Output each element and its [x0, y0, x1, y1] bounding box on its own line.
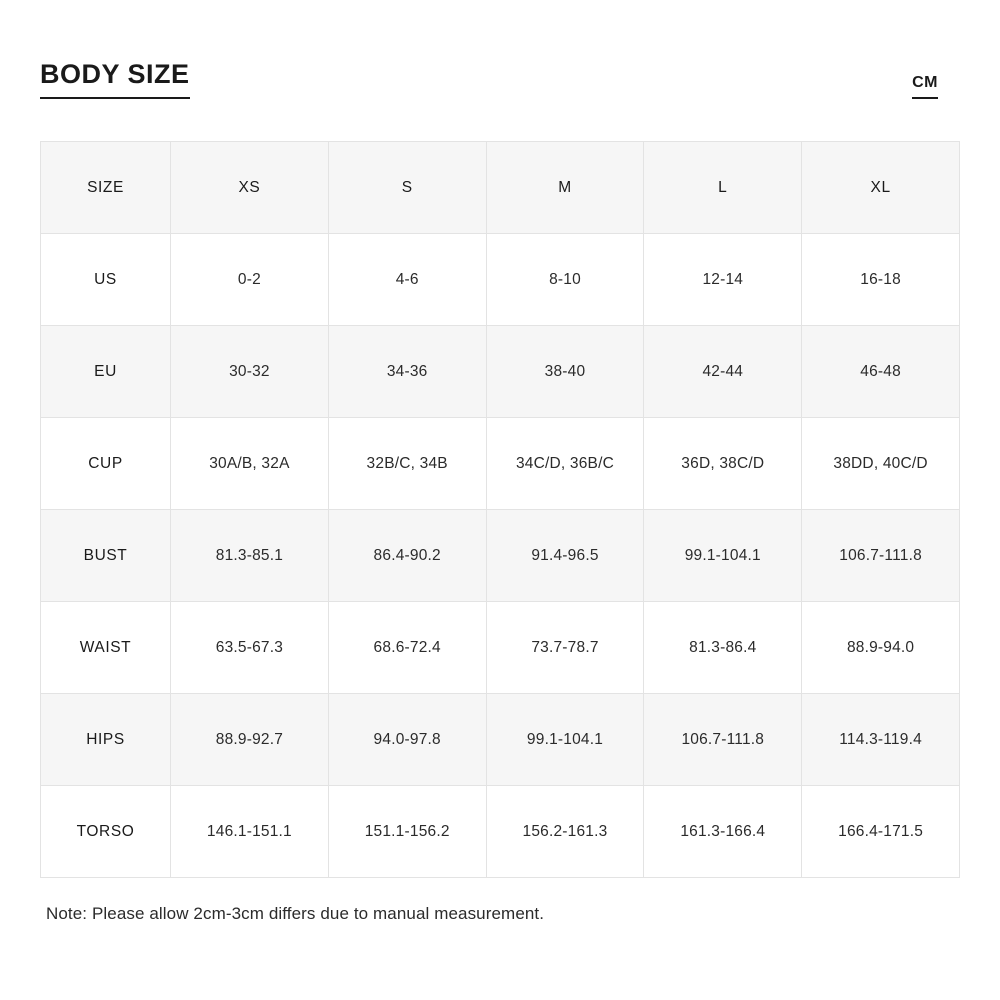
table-row-label: EU: [41, 326, 171, 418]
table-cell: 73.7-78.7: [486, 602, 644, 694]
table-row: [41, 786, 960, 878]
table-cell: 81.3-85.1: [171, 510, 329, 602]
table-cell: 32B/C, 34B: [328, 418, 486, 510]
table-cell: 4-6: [328, 234, 486, 326]
table-cell: 161.3-166.4: [644, 786, 802, 878]
page-title: BODY SIZE: [40, 60, 190, 99]
table-row: [41, 234, 960, 326]
table-cell: M: [486, 142, 644, 234]
page-header: [40, 60, 960, 99]
table-row-label: TORSO: [41, 786, 171, 878]
table-row: [41, 602, 960, 694]
table-cell: 81.3-86.4: [644, 602, 802, 694]
table-cell: 146.1-151.1: [171, 786, 329, 878]
table-row-label: CUP: [41, 418, 171, 510]
table-row: [41, 694, 960, 786]
table-cell: 86.4-90.2: [328, 510, 486, 602]
unit-label: CM: [912, 74, 938, 99]
measurement-note: Note: Please allow 2cm-3cm differs due to manual measurement.: [46, 904, 545, 924]
table-cell: 99.1-104.1: [486, 694, 644, 786]
table-cell: 34-36: [328, 326, 486, 418]
table-row-label: HIPS: [41, 694, 171, 786]
table-cell: 38-40: [486, 326, 644, 418]
table-cell: L: [644, 142, 802, 234]
table-cell: 156.2-161.3: [486, 786, 644, 878]
table-cell: 106.7-111.8: [644, 694, 802, 786]
table-cell: 166.4-171.5: [802, 786, 960, 878]
table-cell: 38DD, 40C/D: [802, 418, 960, 510]
table-cell: 30A/B, 32A: [171, 418, 329, 510]
table-cell: 151.1-156.2: [328, 786, 486, 878]
table-row: [41, 142, 960, 234]
table-row-label: US: [41, 234, 171, 326]
table-row-label: WAIST: [41, 602, 171, 694]
table-cell: 88.9-94.0: [802, 602, 960, 694]
table-cell: 94.0-97.8: [328, 694, 486, 786]
table-cell: 0-2: [171, 234, 329, 326]
table-cell: 16-18: [802, 234, 960, 326]
table-cell: 88.9-92.7: [171, 694, 329, 786]
table-cell: 34C/D, 36B/C: [486, 418, 644, 510]
table-cell: 42-44: [644, 326, 802, 418]
table-cell: 36D, 38C/D: [644, 418, 802, 510]
table-cell: 63.5-67.3: [171, 602, 329, 694]
table-cell: 68.6-72.4: [328, 602, 486, 694]
table-cell: 99.1-104.1: [644, 510, 802, 602]
table-cell: S: [328, 142, 486, 234]
table-row-label: BUST: [41, 510, 171, 602]
table-row: [41, 326, 960, 418]
table-cell: XL: [802, 142, 960, 234]
table-cell: XS: [171, 142, 329, 234]
table-row: [41, 510, 960, 602]
table-cell: 106.7-111.8: [802, 510, 960, 602]
table-cell: 91.4-96.5: [486, 510, 644, 602]
table-row: [41, 418, 960, 510]
table-cell: 114.3-119.4: [802, 694, 960, 786]
table-cell: 46-48: [802, 326, 960, 418]
body-size-table: [40, 141, 960, 878]
table-row-label: SIZE: [41, 142, 171, 234]
table-cell: 30-32: [171, 326, 329, 418]
table-cell: 8-10: [486, 234, 644, 326]
table-cell: 12-14: [644, 234, 802, 326]
